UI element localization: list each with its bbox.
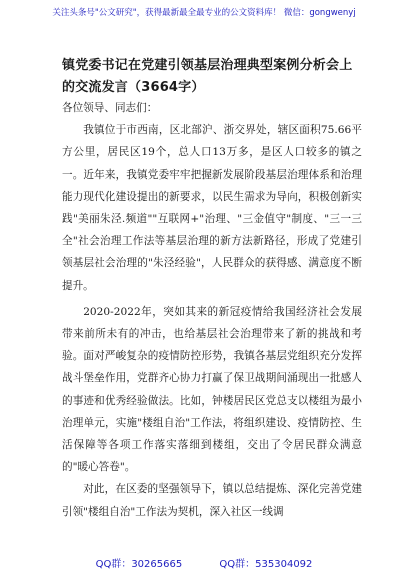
- qq-group-link-2[interactable]: QQ群：535304092: [219, 559, 313, 570]
- salutation: 各位领导、同志们：: [62, 102, 158, 114]
- paragraph-2: 2020-2022年，突如其来的新冠疫情给我国经济社会发展带来前所未有的冲击，也给基层社会治理带来了新的挑战和考验。面对严峻复杂的疫情防控形势，我镇各基层党组织充分发挥战斗堡垒作用，党群齐心协力打赢了保卫战期间涌现出一批感人的事迹和优秀经验做法。比如，钟楼居民区党总支以楼组为最小治理单元，实施"楼组自治"工作法，将组织建设、疫情防控、生活保障等各项工作落实落细到楼组，交出了令居民群众满意的"暖心答卷"。: [62, 305, 362, 474]
- document-title: 镇党委书记在党建引领基层治理典型案例分析会上的交流发言（3664字）: [62, 58, 353, 95]
- paragraph-3: 对此，在区委的坚强领导下，镇以总结提炼、深化完善党建引领"楼组自治"工作法为契机，深入社区一线调: [62, 483, 362, 518]
- promo-banner[interactable]: 关注头条号"公文研究"，获得最新最全最专业的公文资料库！ 微信：gongwenyj: [52, 8, 356, 18]
- footer-contact: [0, 555, 408, 570]
- document-body: [62, 97, 362, 523]
- qq-group-link-1[interactable]: QQ群：30265665: [95, 559, 183, 570]
- paragraph-1: 我镇位于市西南，区北部沪、浙交界处，辖区面积75.66平方公里，居民区19个，总人口13万多，是区人口较多的镇之一。近年来，我镇党委牢牢把握新发展阶段基层治理体系和治理能力现代化建设提出的新要求，以民生需求为导向，积极创新实践"美丽朱泾.频道""互联网+"治理、"三金值守"制度、"三一三全"社会治理工作法等基层治理的新方法新路径，形成了党建引领基层社会治理的"朱泾经验"，人民群众的获得感、满意度不断提升。: [62, 124, 362, 292]
